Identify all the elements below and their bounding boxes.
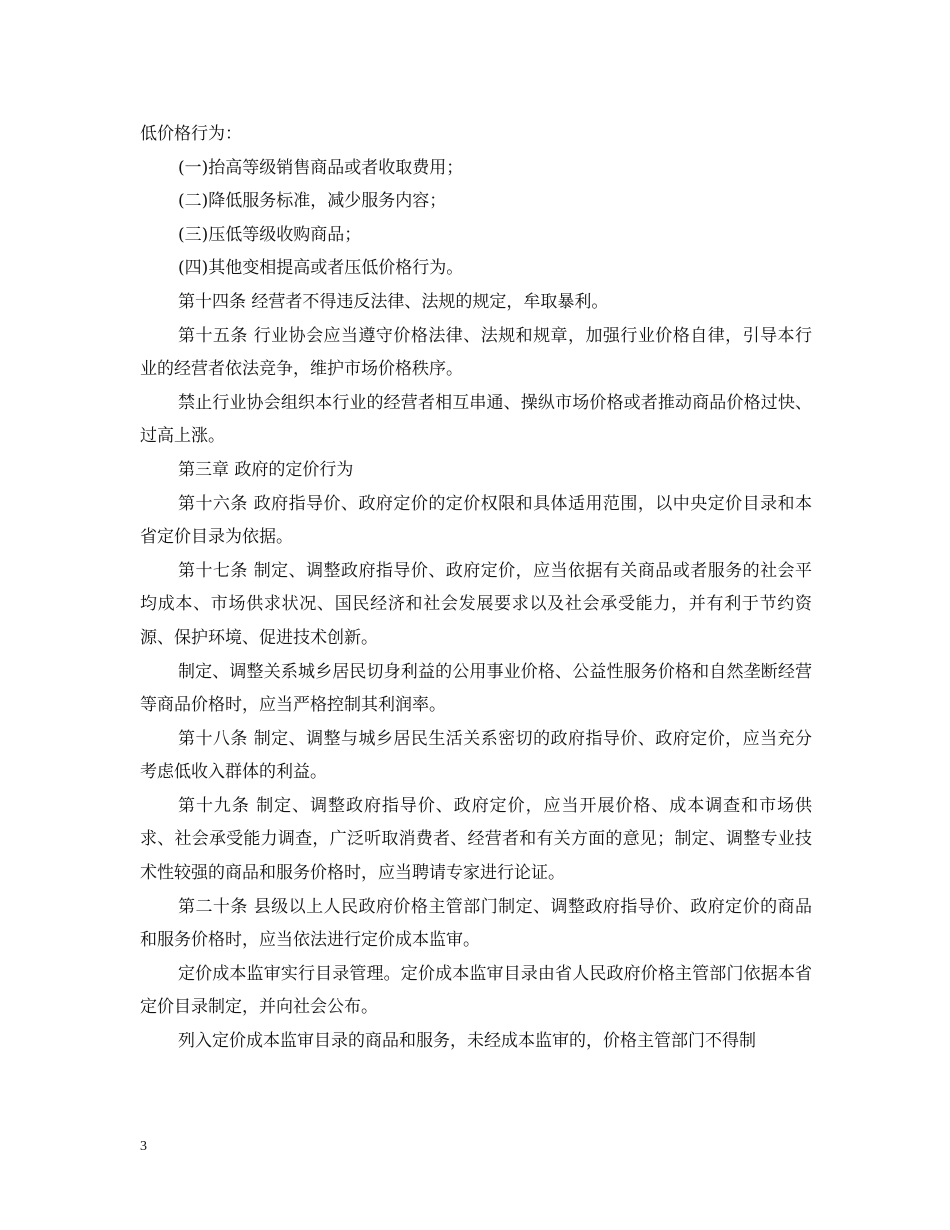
list-item: (二)降低服务标准，减少服务内容； bbox=[178, 191, 447, 212]
list-item: (四)其他变相提高或者压低价格行为。 bbox=[178, 258, 464, 279]
article-18: 第十八条 制定、调整与城乡居民生活关系密切的政府指导价、政府定价，应当充分考虑低收入群体的利益。 bbox=[140, 728, 812, 783]
paragraph: 列入定价成本监审目录的商品和服务，未经成本监审的，价格主管部门不得制 bbox=[178, 1031, 756, 1052]
article-16: 第十六条 政府指导价、政府定价的定价权限和具体适用范围，以中央定价目录和本省定价目录为依据。 bbox=[140, 493, 812, 548]
article-19: 第十九条 制定、调整政府指导价、政府定价，应当开展价格、成本调查和市场供求、社会承受能力调查，广泛听取消费者、经营者和有关方面的意见；制定、调整专业技术性较强的商品和服务价格时，应当聘请专家进行论证。 bbox=[140, 795, 812, 884]
article-15: 第十五条 行业协会应当遵守价格法律、法规和规章，加强行业价格自律，引导本行业的经营者依法竞争，维护市场价格秩序。 bbox=[140, 325, 812, 380]
paragraph: 定价成本监审实行目录管理。定价成本监审目录由省人民政府价格主管部门依据本省定价目录制定，并向社会公布。 bbox=[140, 963, 812, 1018]
page-number: 3 bbox=[140, 1139, 147, 1154]
document-body bbox=[140, 118, 812, 1059]
chapter-heading: 第三章 政府的定价行为 bbox=[178, 459, 354, 480]
paragraph-continuation: 低价格行为： bbox=[140, 124, 242, 144]
list-item: (一)抬高等级销售商品或者收取费用； bbox=[178, 157, 464, 178]
article-17: 第十七条 制定、调整政府指导价、政府定价，应当依据有关商品或者服务的社会平均成本、市场供求状况、国民经济和社会发展要求以及社会承受能力，并有利于节约资源、保护环境、促进技术创新。 bbox=[140, 560, 812, 648]
paragraph: 制定、调整关系城乡居民切身利益的公用事业价格、公益性服务价格和自然垄断经营等商品价格时，应当严格控制其利润率。 bbox=[140, 661, 812, 716]
list-item: (三)压低等级收购商品； bbox=[178, 224, 362, 245]
article-14: 第十四条 经营者不得违反法律、法规的规定，牟取暴利。 bbox=[178, 291, 609, 312]
article-20: 第二十条 县级以上人民政府价格主管部门制定、调整政府指导价、政府定价的商品和服务价格时，应当依法进行定价成本监审。 bbox=[140, 896, 812, 951]
paragraph: 禁止行业协会组织本行业的经营者相互串通、操纵市场价格或者推动商品价格过快、过高上涨。 bbox=[140, 392, 812, 447]
